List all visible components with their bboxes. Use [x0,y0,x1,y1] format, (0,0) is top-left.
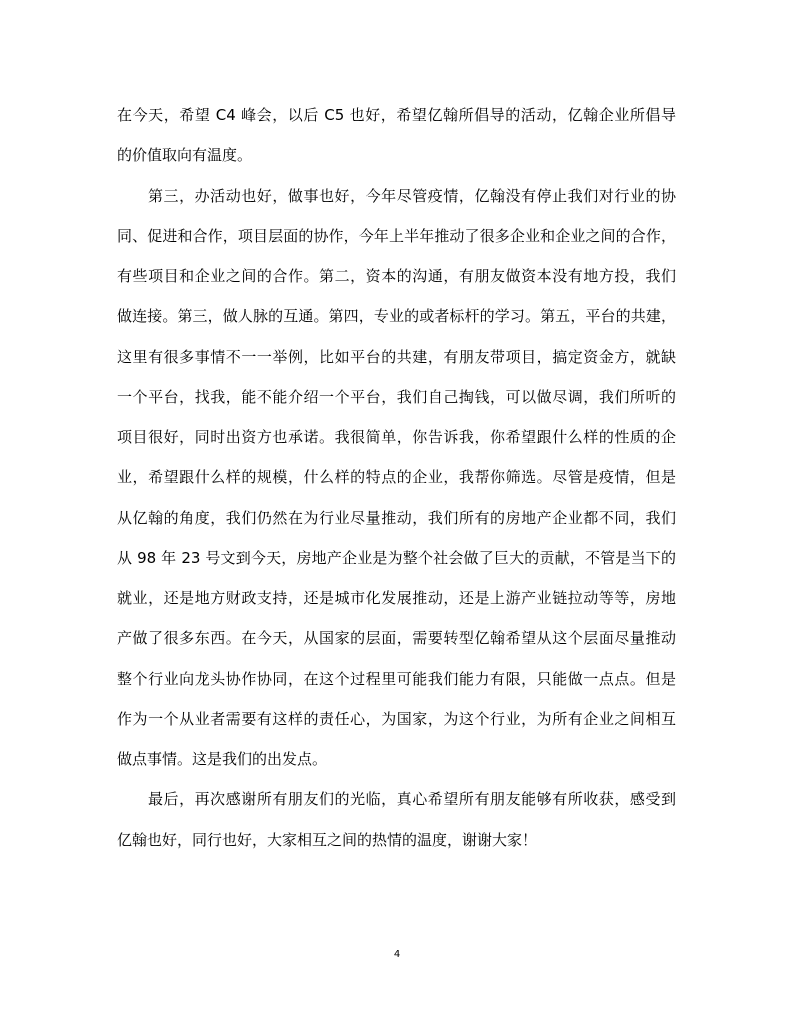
text-line: 业，希望跟什么样的规模，什么样的特点的企业，我帮你筛选。尽管是疫情，但是 [117,468,676,487]
text-line: 做点事情。这是我们的出发点。 [117,750,328,768]
paragraph-closing [117,779,676,860]
text-line: 从亿翰的角度，我们仍然在为行业尽量推动，我们所有的房地产企业都不同，我们 [117,508,676,527]
text-line: 在今天，希望 C4 峰会，以后 C5 也好，希望亿翰所倡导的活动，亿翰企业所倡导 [117,106,676,124]
text-line: 项目很好，同时出资方也承诺。我很简单，你告诉我，你希望跟什么样的性质的企 [117,428,676,446]
text-line: 作为一个从业者需要有这样的责任心，为国家，为这个行业，为所有企业之间相互 [117,709,676,728]
text-line: 的价值取向有温度。 [117,146,253,165]
text-line: 产做了很多东西。在今天，从国家的层面，需要转型亿翰希望从这个层面尽量推动 [117,629,676,648]
text-line: 就业，还是地方财政支持，还是城市化发展推动，还是上游产业链拉动等等，房地 [117,589,676,607]
text-line: 整个行业向龙头协作协同，在这个过程里可能我们能力有限，只能做一点点。但是 [117,669,676,688]
body-text [117,95,676,860]
text-line: 有些项目和企业之间的合作。第二，资本的沟通，有朋友做资本没有地方投，我们 [117,267,676,285]
paragraph-continuation [117,95,676,176]
text-line: 亿翰也好，同行也好，大家相互之间的热情的温度，谢谢大家！ [117,830,538,849]
text-line: 一个平台，找我，能不能介绍一个平台，我们自己掏钱，可以做尽调，我们所听的 [117,387,676,406]
text-line: 这里有很多事情不一一举例，比如平台的共建，有朋友带项目，搞定资金方，就缺 [117,347,676,366]
text-line: 最后，再次感谢所有朋友们的光临，真心希望所有朋友能够有所收获，感受到 [148,790,676,809]
text-line: 同、促进和合作，项目层面的协作，今年上半年推动了很多企业和企业之间的合作， [117,226,676,245]
text-line: 做连接。第三，做人脉的互通。第四，专业的或者标杆的学习。第五，平台的共建， [117,307,676,326]
page-number: 4 [393,949,401,960]
text-line: 从 98 年 23 号文到今天，房地产企业是为整个社会做了巨大的贡献，不管是当下的 [117,548,676,567]
paragraph-third-point [117,176,676,780]
text-line: 第三，办活动也好，做事也好，今年尽管疫情，亿翰没有停止我们对行业的协 [148,186,676,205]
